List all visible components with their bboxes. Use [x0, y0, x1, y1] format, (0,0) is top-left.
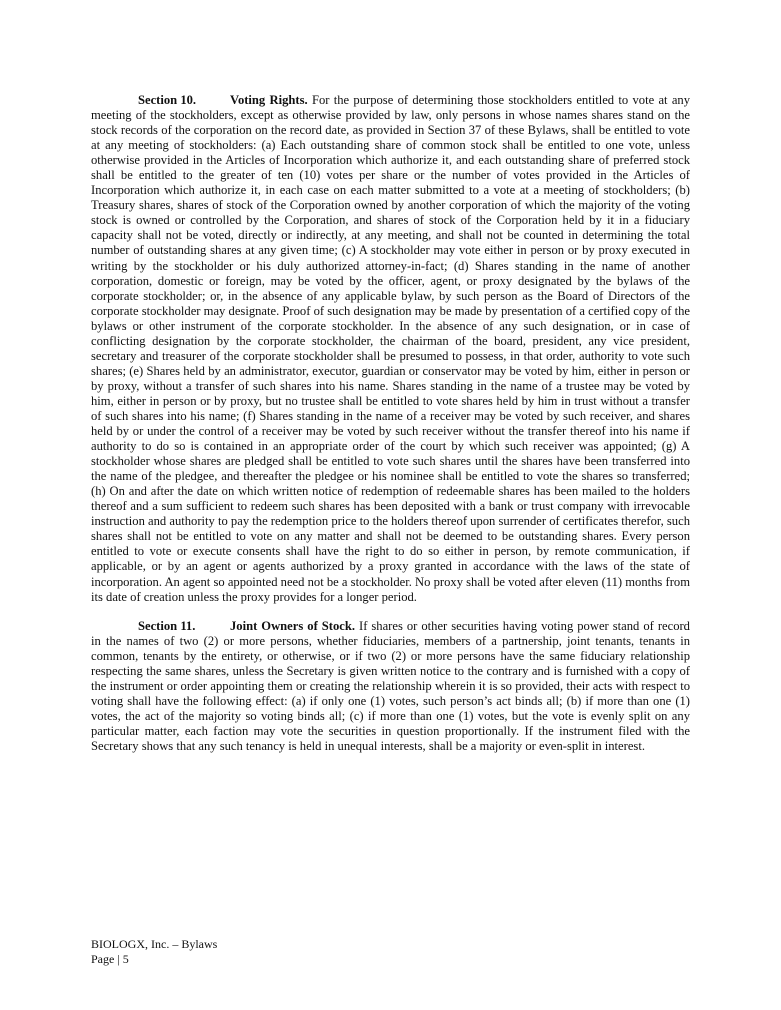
section-number: Section 11.: [138, 618, 196, 633]
section-body: For the purpose of determining those stockholders entitled to vote at any meeting of the stockholders, except as otherwise provided by law, only persons in whose names shares stand on the stock records of the corporation on the record date, as provided in Section 37 of these Bylaws, shall be entitled to vote at any meeting of stockholders: (a) Each outstanding share of common stock shall be entitled to one vote, unless otherwise provided in the Articles of Incorporation which authorize it, and each outstanding share of preferred stock shall be entitled to the greater of ten (10) votes per share or the number of votes provided in the Articles of Incorporation which authorize it, in each case on each matter submitted to a vote at a meeting of stockholders; (b) Treasury shares, shares of stock of the Corporation owned by another corporation of which the majority of the voting stock is owned or controlled by the Corporation, and shares of stock of the Corporation held by it in a fiduciary capacity shall not be voted, directly or indirectly, at any meeting, and shall not be counted in determining the total number of outstanding shares at any given time; (c) A stockholder may vote either in person or by proxy executed in writing by the stockholder or his duly authorized attorney-in-fact; (d) Shares standing in the name of another corporation, domestic or foreign, may be voted by the officer, agent, or proxy designated by the bylaws of the corporate stockholder; or, in the absence of any applicable bylaw, by such person as the Board of Directors of the corporate stockholder may designate. Proof of such designation may be made by presentation of a certified copy of the bylaws or other instrument of the corporate stockholder. In the absence of any such designation, or in case of conflicting designation by the corporate stockholder, the chairman of the board, president, any vice president, secretary and treasurer of the corporate stockholder shall be presumed to possess, in that order, authority to vote such shares; (e) Shares held by an administrator, executor, guardian or conservator may be voted by him, either in person or by proxy, without a transfer of such shares into his name. Shares standing in the name of a trustee may be voted by him, either in person or by proxy, but no trustee shall be entitled to vote shares held by him in trust without a transfer of such shares into his name; (f) Shares standing in the name of a receiver may be voted by such receiver, and shares held by or under the control of a receiver may be voted by such receiver without the transfer thereof into his name if authority to do so is contained in an appropriate order of the court by which such receiver was appointed; (g) A stockholder whose shares are pledged shall be entitled to vote such shares until the shares have been transferred into the name of the pledgee, and thereafter the pledgee or his nominee shall be entitled to vote the shares so transferred; (h) On and after the date on which written notice of redemption of redeemable shares has been mailed to the holders thereof and a sum sufficient to redeem such shares has been deposited with a bank or trust company with irrevocable instruction and authority to pay the redemption price to the holders thereof upon surrender of certificates therefor, such shares shall not be entitled to vote on any matter and shall not be deemed to be outstanding shares. Every person entitled to vote or execute consents shall have the right to do so either in person, by remote communication, if applicable, or by an agent or agents authorized by a proxy granted in accordance with the laws of the state of incorporation. An agent so appointed need not be a stockholder. No proxy shall be voted after eleven (11) months from its date of creation unless the proxy provides for a longer period.: [91, 93, 691, 604]
section-10-voting-rights: [91, 93, 690, 605]
section-number: Section 10.: [138, 93, 197, 107]
footer-page-number: Page | 5: [91, 952, 129, 966]
section-title: Voting Rights.: [230, 93, 308, 107]
section-body: If shares or other securities having voting power stand of record in the names of two (2) or more persons, whether fiduciaries, members of a partnership, joint tenants, tenants in common, tenants by the entirety, or otherwise, or if two (2) or more persons have the same fiduciary relationship respecting the same shares, unless the Secretary is given written notice to the contrary and is furnished with a copy of the instrument or order appointing them or creating the relationship wherein it is so provided, their acts with respect to voting shall have the following effect: (a) if only one (1) votes, such person’s act binds all; (b) if more than one (1) votes, the act of the majority so voting binds all; (c) if more than one (1) votes, but the vote is evenly split on any particular matter, each faction may vote the securities in question proportionally. If the instrument filed with the Secretary shows that any such tenancy is held in unequal interests, shall be a majority or even-split in interest.: [91, 618, 690, 753]
footer-document-title: BIOLOGX, Inc. – Bylaws: [91, 937, 218, 951]
page-footer: [91, 937, 217, 967]
section-11-joint-owners: [91, 619, 690, 754]
section-title: Joint Owners of Stock.: [230, 618, 355, 633]
document-page: [91, 93, 690, 754]
